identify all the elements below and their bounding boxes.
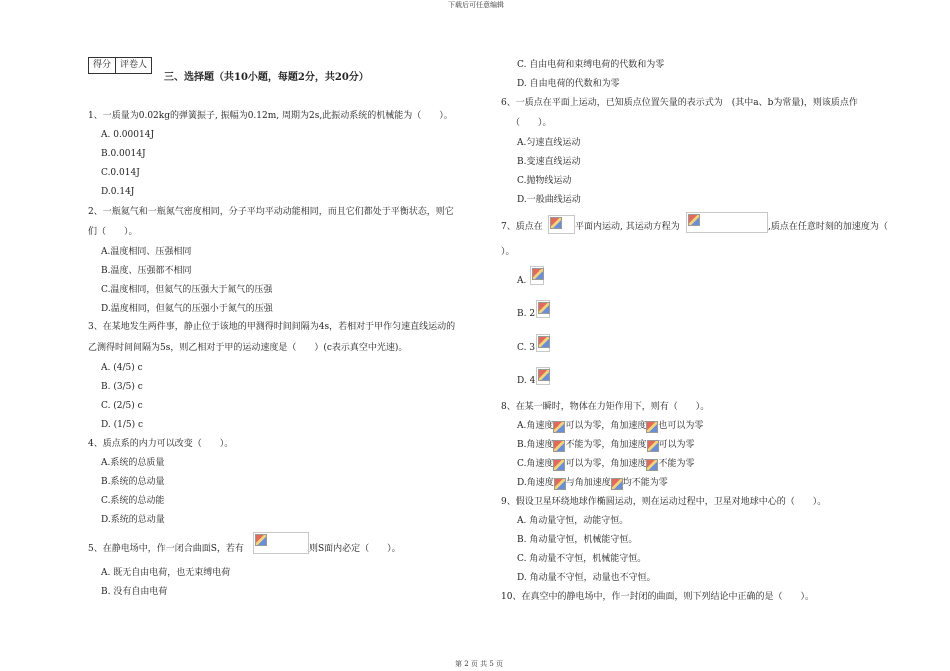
- image-icon: [553, 459, 565, 471]
- page-header: 下载后可任意编辑: [448, 1, 504, 9]
- q5-option-b: B. 没有自由电荷: [101, 587, 168, 597]
- q3-stem-line1: 3、在某地发生两件事，静止位于该地的甲测得时间间隔为4s，若相对于甲作匀速直线运动的: [88, 322, 456, 332]
- page-footer: 第 2 页 共 5 页: [455, 660, 504, 668]
- score-label: 得分: [89, 58, 116, 73]
- q7-stem-part4: ）。: [501, 247, 515, 257]
- image-icon: [646, 421, 658, 433]
- image-icon: [554, 478, 566, 490]
- q3-option-d: D. (1/5) c: [101, 420, 144, 430]
- q6-stem-line1: 6、一质点在平面上运动，已知质点位置矢量的表示式为 (其中a、b为常量)，则该质点作: [501, 98, 858, 108]
- q7-option-d: D. 4: [517, 376, 536, 386]
- formula-image: [536, 300, 550, 318]
- q8-option-a: A.角速度 可以为零，角加速度 也可以为零: [517, 421, 704, 431]
- q9-option-a: A. 角动量守恒，动能守恒。: [517, 516, 629, 526]
- q7-option-c: C. 3: [517, 343, 536, 353]
- image-icon: [538, 369, 550, 381]
- q2-option-c: C.温度相同，但氦气的压强大于氮气的压强: [101, 285, 273, 295]
- formula-image: [536, 367, 550, 385]
- q6-option-d: D.一般曲线运动: [517, 195, 581, 205]
- q6-option-c: C.抛物线运动: [517, 176, 572, 186]
- image-icon: [646, 459, 658, 471]
- q9-option-c: C. 角动量不守恒，机械能守恒。: [517, 554, 647, 564]
- q2-stem-line2: 们（ ）。: [88, 227, 138, 237]
- section-title: 三、选择题（共10小题，每题2分，共20分）: [164, 72, 369, 83]
- image-icon: [553, 440, 565, 452]
- q2-option-b: B.温度、压强都不相同: [101, 266, 192, 276]
- formula-image: [536, 334, 550, 352]
- q1-option-b: B.0.0014J: [101, 149, 146, 159]
- image-icon: [532, 268, 544, 280]
- q3-option-a: A. (4/5) c: [101, 363, 143, 373]
- image-icon: [688, 214, 700, 226]
- q6-stem-line2: （ ）。: [511, 118, 552, 128]
- image-icon: [538, 336, 550, 348]
- q5-option-c: C. 自由电荷和束缚电荷的代数和为零: [517, 60, 665, 70]
- q5-option-d: D. 自由电荷的代数和为零: [517, 79, 620, 89]
- q7-option-a: A.: [517, 276, 527, 286]
- q8-option-c: C.角速度 可以为零，角加速度 不能为零: [517, 459, 695, 469]
- q1-option-a: A. 0.00014J: [101, 130, 155, 140]
- q2-option-a: A.温度相同、压强相同: [101, 247, 192, 257]
- image-icon: [553, 421, 565, 433]
- image-icon: [611, 478, 623, 490]
- q7-option-b: B. 2: [517, 309, 536, 319]
- q4-option-a: A.系统的总质量: [101, 458, 165, 468]
- score-box: [88, 57, 152, 74]
- image-icon: [538, 302, 550, 314]
- formula-image: [548, 215, 575, 234]
- q3-option-c: C. (2/5) c: [101, 401, 143, 411]
- q7-stem-part3: ,质点在任意时刻的加速度为（: [768, 222, 888, 232]
- q5-stem-part1: 5、在静电场中，作一闭合曲面S，若有: [88, 544, 244, 554]
- q4-stem: 4、质点系的内力可以改变（ ）。: [88, 439, 234, 449]
- q5-option-a: A. 既无自由电荷，也无束缚电荷: [101, 568, 231, 578]
- q4-option-d: D.系统的总动量: [101, 515, 165, 525]
- q9-option-d: D. 角动量不守恒，动量也不守恒。: [517, 573, 656, 583]
- image-icon: [550, 217, 562, 229]
- q9-stem: 9、假设卫星环绕地球作椭圆运动，则在运动过程中，卫星对地球中心的（ ）。: [501, 497, 827, 507]
- q4-option-b: B.系统的总动量: [101, 477, 165, 487]
- q7-stem-part2: 平面内运动, 其运动方程为: [575, 222, 680, 232]
- q6-option-a: A.匀速直线运动: [517, 138, 581, 148]
- q10-stem: 10、在真空中的静电场中，作一封闭的曲面，则下列结论中正确的是（ ）。: [501, 592, 814, 602]
- q8-option-b: B.角速度 不能为零，角加速度 可以为零: [517, 440, 695, 450]
- q7-stem-part1: 7、质点在: [501, 222, 543, 232]
- q6-option-b: B.变速直线运动: [517, 157, 581, 167]
- q1-option-c: C.0.014J: [101, 168, 140, 178]
- formula-image: [253, 532, 309, 554]
- q3-stem-line2: 乙测得时间间隔为5s，则乙相对于甲的运动速度是（ ）(c表示真空中光速)。: [88, 343, 408, 353]
- q2-stem-line1: 2、一瓶氦气和一瓶氮气密度相同，分子平均平动动能相同，而且它们都处于平衡状态，则它: [88, 207, 454, 217]
- q4-option-c: C.系统的总动能: [101, 496, 165, 506]
- grader-label: 评卷人: [119, 60, 147, 70]
- formula-image: [686, 212, 768, 233]
- image-icon: [647, 440, 659, 452]
- q8-option-d: D.角速度 与角加速度 均不能为零: [517, 478, 668, 488]
- q9-option-b: B. 角动量守恒，机械能守恒。: [517, 535, 638, 545]
- q1-stem: 1、一质量为0.02kg的弹簧振子, 振幅为0.12m, 周期为2s,此振动系统的机械能为（ ）。: [88, 111, 453, 121]
- formula-image: [530, 266, 544, 285]
- q8-stem: 8、在某一瞬时，物体在力矩作用下，则有（ ）。: [501, 402, 710, 412]
- image-icon: [255, 534, 267, 546]
- q2-option-d: D.温度相同，但氦气的压强小于氮气的压强: [101, 304, 273, 314]
- q1-option-d: D.0.14J: [101, 187, 135, 197]
- q3-option-b: B. (3/5) c: [101, 382, 143, 392]
- q5-stem-part2: 则S面内必定（ ）。: [309, 544, 401, 554]
